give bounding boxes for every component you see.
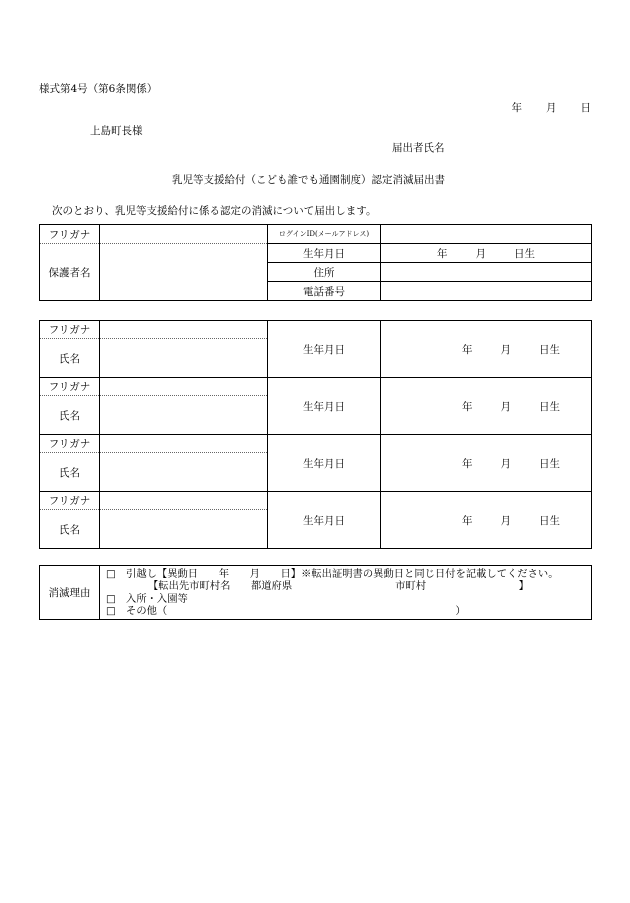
guardian-phone-field[interactable] bbox=[381, 282, 592, 301]
addressee: 上島町長様 bbox=[90, 125, 143, 137]
move-destination: 【転出先市町村名 都道府県 市町村 】 bbox=[148, 580, 529, 592]
login-id-label: ログインID(メールアドレス) bbox=[268, 225, 381, 244]
child-birth-field[interactable]: 年 月 日生 bbox=[381, 492, 592, 549]
child-furigana-field[interactable] bbox=[100, 321, 268, 339]
checkbox-icon[interactable]: □ bbox=[106, 605, 116, 617]
child-name-field[interactable] bbox=[100, 453, 268, 492]
child-birth-field[interactable]: 年 月 日生 bbox=[381, 435, 592, 492]
child-name-field[interactable] bbox=[100, 510, 268, 549]
guardian-birth-field[interactable]: 年 月 日生 bbox=[381, 244, 592, 263]
date-day: 日 bbox=[580, 102, 591, 114]
child-birth-label: 生年月日 bbox=[268, 378, 381, 435]
child-birth-label: 生年月日 bbox=[268, 321, 381, 378]
checkbox-icon[interactable]: □ bbox=[106, 567, 116, 580]
guardian-name-field[interactable] bbox=[100, 244, 268, 301]
reason-option-move[interactable]: □ 引越し【異動日 年 月 日】※転出証明書の異動日と同じ日付を記載してください。 bbox=[106, 567, 559, 580]
child-birth-label: 生年月日 bbox=[268, 435, 381, 492]
document-title: 乳児等支援給付（こども誰でも通園制度）認定消滅届出書 bbox=[172, 174, 445, 186]
submission-date bbox=[512, 100, 592, 115]
reason-options bbox=[100, 566, 592, 620]
date-year: 年 bbox=[511, 102, 522, 114]
child-furigana-label: フリガナ bbox=[40, 435, 100, 453]
reason-option-other[interactable]: □ その他（ ） bbox=[106, 605, 466, 617]
child-furigana-field[interactable] bbox=[100, 378, 268, 396]
child-birth-field[interactable]: 年 月 日生 bbox=[381, 378, 592, 435]
reason-table bbox=[39, 565, 592, 620]
reason-label: 消滅理由 bbox=[40, 566, 100, 620]
child-name-label: 氏名 bbox=[40, 339, 100, 378]
guardian-furigana-field[interactable] bbox=[100, 225, 268, 244]
child-furigana-label: フリガナ bbox=[40, 321, 100, 339]
login-id-field[interactable] bbox=[381, 225, 592, 244]
children-table bbox=[39, 320, 592, 549]
child-furigana-field[interactable] bbox=[100, 492, 268, 510]
child-birth-label: 生年月日 bbox=[268, 492, 381, 549]
guardian-furigana-label: フリガナ bbox=[40, 225, 100, 244]
guardian-address-label: 住所 bbox=[268, 263, 381, 282]
checkbox-icon[interactable]: □ bbox=[106, 592, 116, 605]
form-number: 様式第4号（第6条関係） bbox=[39, 83, 158, 95]
child-name-label: 氏名 bbox=[40, 453, 100, 492]
intro-text: 次のとおり、乳児等支援給付に係る認定の消滅について届出します。 bbox=[52, 205, 377, 217]
child-birth-field[interactable]: 年 月 日生 bbox=[381, 321, 592, 378]
reason-option-enrollment[interactable]: □ 入所・入園等 bbox=[106, 592, 188, 605]
submitter-name-label: 届出者氏名 bbox=[392, 142, 445, 154]
guardian-table bbox=[39, 224, 592, 301]
child-name-label: 氏名 bbox=[40, 510, 100, 549]
child-furigana-label: フリガナ bbox=[40, 378, 100, 396]
child-name-field[interactable] bbox=[100, 339, 268, 378]
child-furigana-field[interactable] bbox=[100, 435, 268, 453]
guardian-name-label: 保護者名 bbox=[40, 244, 100, 301]
child-furigana-label: フリガナ bbox=[40, 492, 100, 510]
guardian-address-field[interactable] bbox=[381, 263, 592, 282]
guardian-birth-label: 生年月日 bbox=[268, 244, 381, 263]
child-name-field[interactable] bbox=[100, 396, 268, 435]
guardian-phone-label: 電話番号 bbox=[268, 282, 381, 301]
date-month: 月 bbox=[546, 102, 557, 114]
child-name-label: 氏名 bbox=[40, 396, 100, 435]
